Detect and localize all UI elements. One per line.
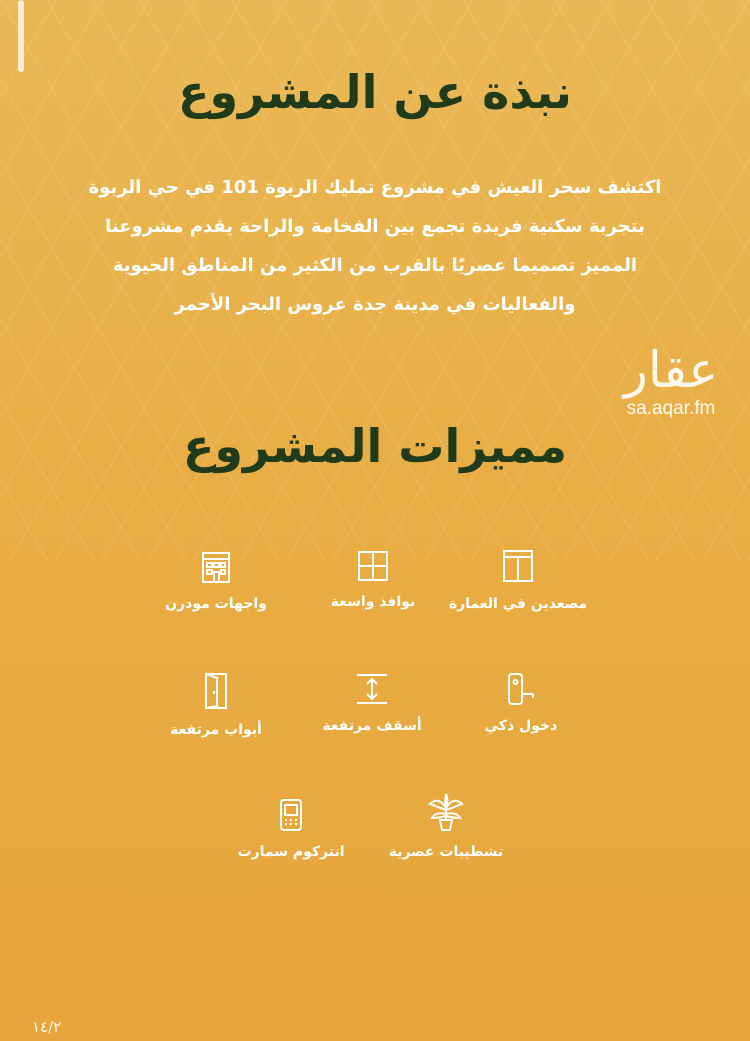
feature-label: تشطيبات عصرية	[388, 844, 504, 860]
building-icon	[116, 550, 316, 584]
feature-smart-intercom	[191, 798, 391, 860]
aqar-watermark	[606, 342, 736, 420]
watermark-name: عقار	[623, 341, 719, 399]
door-icon	[116, 672, 316, 710]
feature-label: دخول ذكي	[484, 718, 558, 734]
features-title: مميزات المشروع	[182, 419, 568, 473]
feature-label: أسقف مرتفعة	[322, 718, 422, 734]
about-title: نبذة عن المشروع	[178, 65, 572, 119]
feature-label: مصعدين في العمارة	[448, 596, 588, 612]
feature-modern-facades	[116, 550, 316, 612]
intercom-icon	[191, 798, 391, 832]
scrollbar[interactable]	[18, 0, 24, 72]
about-description: اكتشف سحر العيش في مشروع تمليك الربوة 101 في حي الربوة بتجربة سكنية فريدة تجمع بين الفخامة والراحة يقدم مشروعنا المميز تصميما عصريًا بالقرب من الكثير من المناطق الحيوية والفعاليات في مدينة جدة عروس البحر الأحمر	[88, 177, 662, 315]
page-number: ١٤/٢	[32, 1018, 62, 1036]
feature-label: نوافذ واسعة	[330, 594, 416, 610]
feature-label: أبواب مرتفعة	[170, 722, 262, 738]
watermark-url: sa.aqar.fm	[626, 398, 716, 419]
feature-high-doors	[116, 672, 316, 738]
feature-label: واجهات مودرن	[165, 596, 267, 612]
feature-label: انتركوم سمارت	[237, 844, 345, 860]
